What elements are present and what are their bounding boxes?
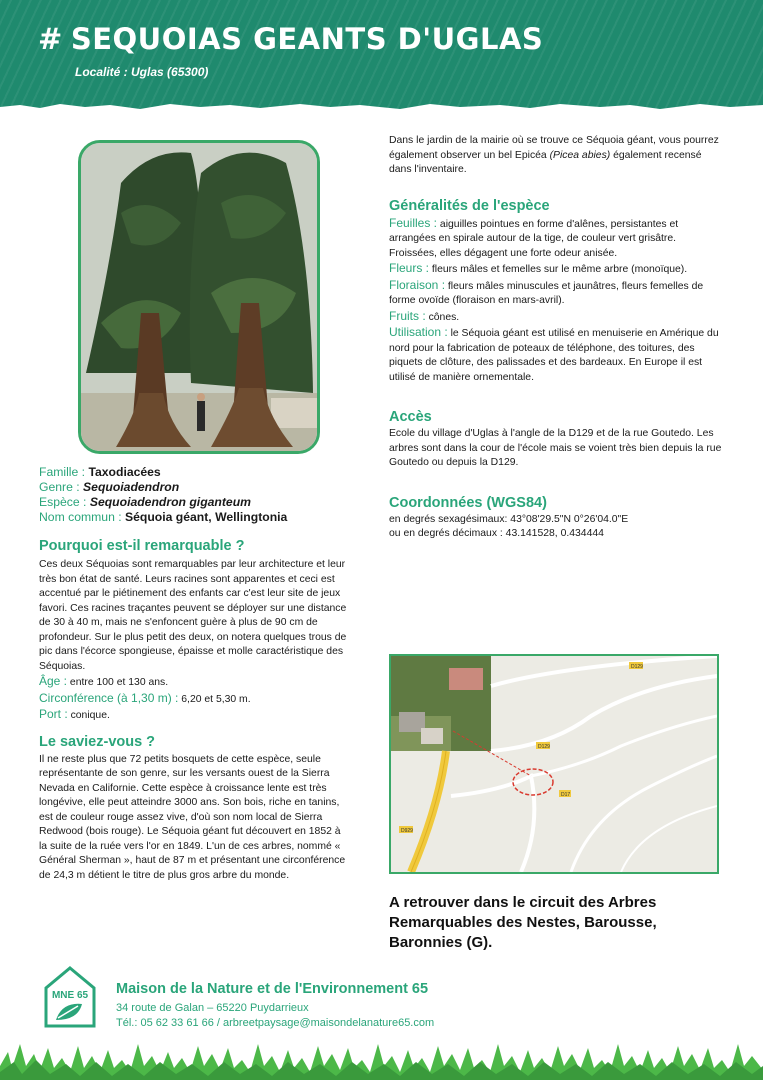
- espece-line: [39, 495, 349, 510]
- locality-subtitle: Localité : Uglas (65300): [75, 65, 209, 79]
- map-road-text-3: D17: [561, 792, 571, 798]
- header-banner: [0, 0, 763, 112]
- coord-sexagesimal: en degrés sexagésimaux: 43°08'29.5"N 0°26'04.0"E: [389, 513, 629, 525]
- genre-line: [39, 480, 349, 495]
- nom-commun-line: [39, 510, 349, 525]
- feuilles-text: aiguilles pointues en forme d'alênes, persistantes et arrangées en spirale autour de la tige, de couleur vert grisâtre. Froissées, elles dégagent une forte odeur anisée.: [389, 218, 679, 259]
- map-road-text-4: D929: [401, 828, 413, 834]
- circonference-line: [39, 691, 349, 708]
- fleurs-text: fleurs mâles et femelles sur le même arbre (monoïque).: [431, 264, 688, 275]
- footer-org: Maison de la Nature et de l'Environnement 65: [116, 981, 429, 997]
- intro-before: Dans le jardin de la mairie où se trouve ce Séquoia géant, vous pourrez également observer un bel Epicéa: [389, 135, 719, 161]
- footer-contact-line: Tél.: 05 62 33 61 66 / arbreetpaysage@maisondelanature65.com: [116, 1017, 435, 1029]
- coord-decimal: ou en degrés décimaux : 43.141528, 0.434444: [389, 528, 604, 539]
- acces-text: Ecole du village d'Uglas à l'angle de la D129 et de la rue Goutedo. Les arbres sont dans la cour de l'école mais se voient très bien depuis la rue Goutedo ou depuis la D129.: [389, 428, 722, 468]
- intro-after: également recensé dans l'inventaire.: [389, 149, 702, 175]
- genre-label: Genre :: [39, 480, 80, 494]
- page-title: [38, 22, 543, 56]
- feuilles-line: [389, 216, 724, 262]
- generalites-heading: Généralités de l'espèce: [389, 197, 550, 214]
- fruits-label: Fruits :: [389, 308, 426, 323]
- hash-symbol: #: [38, 22, 63, 56]
- floraison-text: fleurs mâles minuscules et jaunâtres, fleurs femelles de forme ovoïde (floraison en mars-avril).: [389, 280, 704, 306]
- saviez-heading: Le saviez-vous ?: [39, 733, 156, 750]
- age-line: [39, 674, 349, 691]
- famille-value: Taxodiacées: [88, 465, 161, 479]
- left-column: [39, 465, 349, 883]
- map-illustration: [391, 656, 717, 872]
- coordonnees-heading: Coordonnées (WGS84): [389, 494, 547, 511]
- saviez-text: Il ne reste plus que 72 petits bosquets de cette espèce, seule représentante de son genre, sur les versants ouest de la Sierra Nevada en Californie. Cette espèce à croissance lente est très longévive, elle peut atteindre 3000 ans. Son bois, riche en tanins, est de couleur rouge assez vive, d'où son nom local de Sierra Redwood (bois rouge). Le Séquoia géant fut découvert en 1852 à la suite de la ruée vers l'or en 1849. L'un de ces arbres, nommé « Général Sherman », haut de 87 m et présentant une circonférence de 24,3 m détient le titre de plus gros arbre du monde.: [39, 753, 346, 881]
- mne65-house-icon: [44, 966, 96, 1036]
- grass-border: [0, 1032, 763, 1080]
- location-map[interactable]: [389, 654, 719, 874]
- map-road-text-2: D129: [538, 744, 550, 750]
- circonference-value: 6,20 et 5,30 m.: [181, 693, 251, 705]
- floraison-label: Floraison :: [389, 277, 446, 292]
- fruits-line: [389, 309, 724, 326]
- header-texture: [0, 0, 763, 112]
- fleurs-line: [389, 261, 724, 278]
- utilisation-text: le Séquoia géant est utilisé en menuiserie en Amérique du nord pour la fabrication de poteaux de téléphone, des toitures, des piquets de clôture, des palissades et des bardeaux. En Europe il est utilisé de manière ornementale.: [389, 328, 719, 383]
- genre-value: Sequoiadendron: [83, 480, 180, 494]
- floraison-line: [389, 278, 724, 309]
- espece-label: Espèce :: [39, 495, 87, 509]
- utilisation-label: Utilisation :: [389, 325, 448, 339]
- header-rough-edge: [0, 101, 763, 112]
- port-value: conique.: [70, 710, 110, 721]
- espece-value: Sequoiadendron giganteum: [89, 495, 251, 509]
- nom-commun-value: Séquoia géant, Wellingtonia: [125, 510, 288, 524]
- utilisation-line: [389, 325, 724, 385]
- famille-label: Famille :: [39, 465, 86, 479]
- sequoia-illustration: [81, 143, 317, 451]
- circonference-label: Circonférence (à 1,30 m) :: [39, 690, 179, 705]
- intro-latin: (Picea abies): [549, 149, 611, 161]
- port-label: Port :: [39, 707, 68, 721]
- age-value: entre 100 et 130 ans.: [69, 677, 169, 688]
- circuit-text: A retrouver dans le circuit des Arbres Remarquables des Nestes, Barousse, Baronnies (G).: [389, 894, 657, 951]
- nom-commun-label: Nom commun :: [39, 510, 122, 524]
- mne65-logo: [44, 966, 96, 1036]
- acces-heading: Accès: [389, 409, 432, 425]
- famille-line: [39, 465, 349, 480]
- page-title-text: SEQUOIAS GEANTS D'UGLAS: [70, 22, 544, 56]
- tree-photo: [78, 140, 320, 454]
- feuilles-label: Feuilles :: [389, 215, 438, 230]
- pourquoi-text: Ces deux Séquoias sont remarquables par leur architecture et leur très bon état de santé. Leurs racines sont apparentes et ceci est accentué par le piétinement des enfants car c'est leur site de jeux favori. Ces racines traçantes peuvent se déployer sur une distance de 30 à 40 m, mais ne s'enfoncent guère à plus de 90 cm de profondeur. Sur le plus petit des deux, on notera quelques trous de pic dans l'écorce spongieuse, épaisse et molle caractéristique des Séquoias.: [39, 559, 347, 672]
- map-road-text-1: D129: [631, 664, 643, 670]
- fruits-text: cônes.: [428, 311, 460, 323]
- pourquoi-heading: Pourquoi est-il remarquable ?: [39, 538, 245, 554]
- age-label: Âge :: [39, 674, 68, 688]
- logo-text: MNE 65: [51, 990, 89, 1001]
- intro-text: [389, 134, 724, 178]
- right-column: [389, 134, 724, 542]
- footer-address: 34 route de Galan – 65220 Puydarrieux: [116, 1002, 309, 1014]
- port-line: [39, 707, 349, 724]
- fleurs-label: Fleurs :: [389, 261, 430, 275]
- footer-contact: [116, 981, 434, 1031]
